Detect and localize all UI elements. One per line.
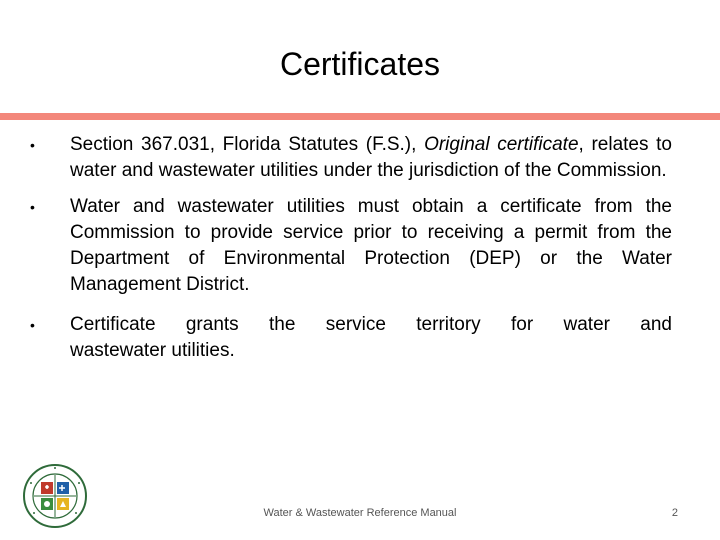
bullet-list	[30, 132, 672, 374]
bullet-text-line-1: Certificate grants the service territory for water and	[70, 314, 672, 335]
bullet-item	[30, 132, 672, 184]
bullet-item	[30, 312, 672, 364]
footer-text: Water & Wastewater Reference Manual	[263, 507, 457, 519]
title-divider	[0, 113, 720, 120]
slide-title: Certificates	[279, 46, 441, 82]
commission-seal-logo	[22, 463, 88, 529]
bullet-text-post: , relates to water and wastewater utilities under the jurisdiction of the Commission.	[70, 134, 672, 181]
bullet-item	[30, 194, 672, 298]
bullet-text-line-2: wastewater utilities.	[70, 340, 235, 361]
page-number: 2	[671, 507, 678, 519]
bullet-dot-icon: •	[30, 199, 35, 215]
bullet-dot-icon: •	[30, 317, 35, 333]
bullet-text-italic: Original certificate	[424, 134, 579, 155]
bullet-text: Water and wastewater utilities must obtain a certificate from the Commission to provide service prior to receiving a permit from the Department of Environmental Protection (DEP) or the Water Management District.	[70, 196, 672, 295]
bullet-dot-icon: •	[30, 137, 35, 153]
bullet-text-pre: Section 367.031, Florida Statutes (F.S.),	[70, 134, 425, 155]
